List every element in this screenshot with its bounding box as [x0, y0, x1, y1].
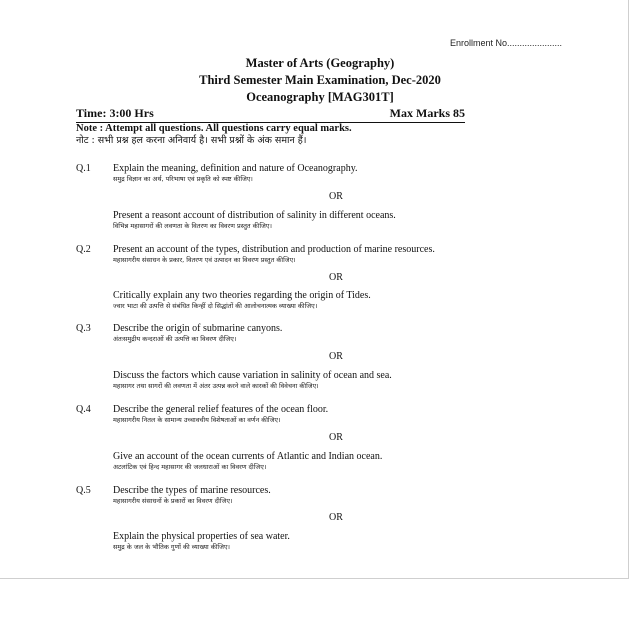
- question-text-english: Explain the meaning, definition and nature of Oceanography.: [113, 163, 358, 174]
- question-text-hindi: ज्वार भाटा की उत्पत्ति से संबंधित किन्हीं दो सिद्धांतों की आलोचनात्मक व्याख्या कीजिए।: [113, 302, 318, 310]
- time-label: Time: 3:00 Hrs: [76, 106, 154, 120]
- or-separator: OR: [329, 512, 343, 523]
- question-text-english: Present an account of the types, distribution and production of marine resources.: [113, 244, 435, 255]
- question-text-hindi: विभिन्न महासागरों की लवणता के वितरण का विवरण प्रस्तुत कीजिए।: [113, 222, 272, 230]
- question-text-english: Critically explain any two theories regarding the origin of Tides.: [113, 290, 371, 301]
- note-hindi: नोट : सभी प्रश्न हल करना अनिवार्य है। सभी प्रश्नों के अंक समान हैं।: [76, 135, 307, 146]
- question-text-hindi: महासागरीय नितल के सामान्य उच्चावचीय विशेषताओं का वर्णन कीजिए।: [113, 416, 281, 424]
- question-number: Q.3: [76, 323, 91, 334]
- question-text-hindi: महासागरीय संसाधन के प्रकार, वितरण एवं उत्पादन का विवरण प्रस्तुत कीजिए।: [113, 256, 296, 264]
- question-text-hindi: महासागरीय संसाधनों के प्रकारों का विवरण दीजिए।: [113, 497, 233, 505]
- or-separator: OR: [329, 272, 343, 283]
- question-number: Q.2: [76, 244, 91, 255]
- enrollment-number-field: Enrollment No......................: [450, 38, 563, 48]
- or-separator: OR: [329, 191, 343, 202]
- question-text-english: Explain the physical properties of sea water.: [113, 531, 290, 542]
- exam-meta-row: [76, 106, 465, 123]
- question-number: Q.5: [76, 485, 91, 496]
- question-text-hindi: समुद्र के जल के भौतिक गुणों की व्याख्या कीजिए।: [113, 543, 230, 551]
- question-text-english: Discuss the factors which cause variation in salinity of ocean and sea.: [113, 370, 392, 381]
- question-text-hindi: महासागर तथा सागरों की लवणता में अंतर उत्पन्न करने वाले कारकों की विवेचना कीजिए।: [113, 382, 319, 390]
- or-separator: OR: [329, 351, 343, 362]
- question-text-hindi: अंतःसमुद्रीय कन्दराओं की उत्पत्ति का विवरण दीजिए।: [113, 335, 237, 343]
- question-text-hindi: समुद्र विज्ञान का अर्थ, परिभाषा एवं प्रकृति को स्पष्ट कीजिए।: [113, 175, 253, 183]
- max-marks-label: Max Marks 85: [389, 106, 465, 120]
- course-title: Oceanography [MAG301T]: [246, 90, 394, 104]
- note-english: Note : Attempt all questions. All questions carry equal marks.: [76, 123, 352, 134]
- or-separator: OR: [329, 432, 343, 443]
- question-text-english: Describe the origin of submarine canyons.: [113, 323, 283, 334]
- question-text-hindi: अटलांटिक एवं हिन्द महासागर की जलधाराओं का विवरण दीजिए।: [113, 463, 267, 471]
- question-text-english: Describe the types of marine resources.: [113, 485, 271, 496]
- question-text-english: Give an account of the ocean currents of Atlantic and Indian ocean.: [113, 451, 383, 462]
- question-text-english: Describe the general relief features of the ocean floor.: [113, 404, 329, 415]
- exam-header: [0, 55, 640, 106]
- question-text-english: Present a reasont account of distribution of salinity in different oceans.: [113, 210, 396, 221]
- question-number: Q.4: [76, 404, 91, 415]
- exam-title: Third Semester Main Examination, Dec-2020: [199, 73, 441, 87]
- question-number: Q.1: [76, 163, 91, 174]
- instructions-note: [76, 123, 496, 147]
- degree-title: Master of Arts (Geography): [245, 56, 395, 70]
